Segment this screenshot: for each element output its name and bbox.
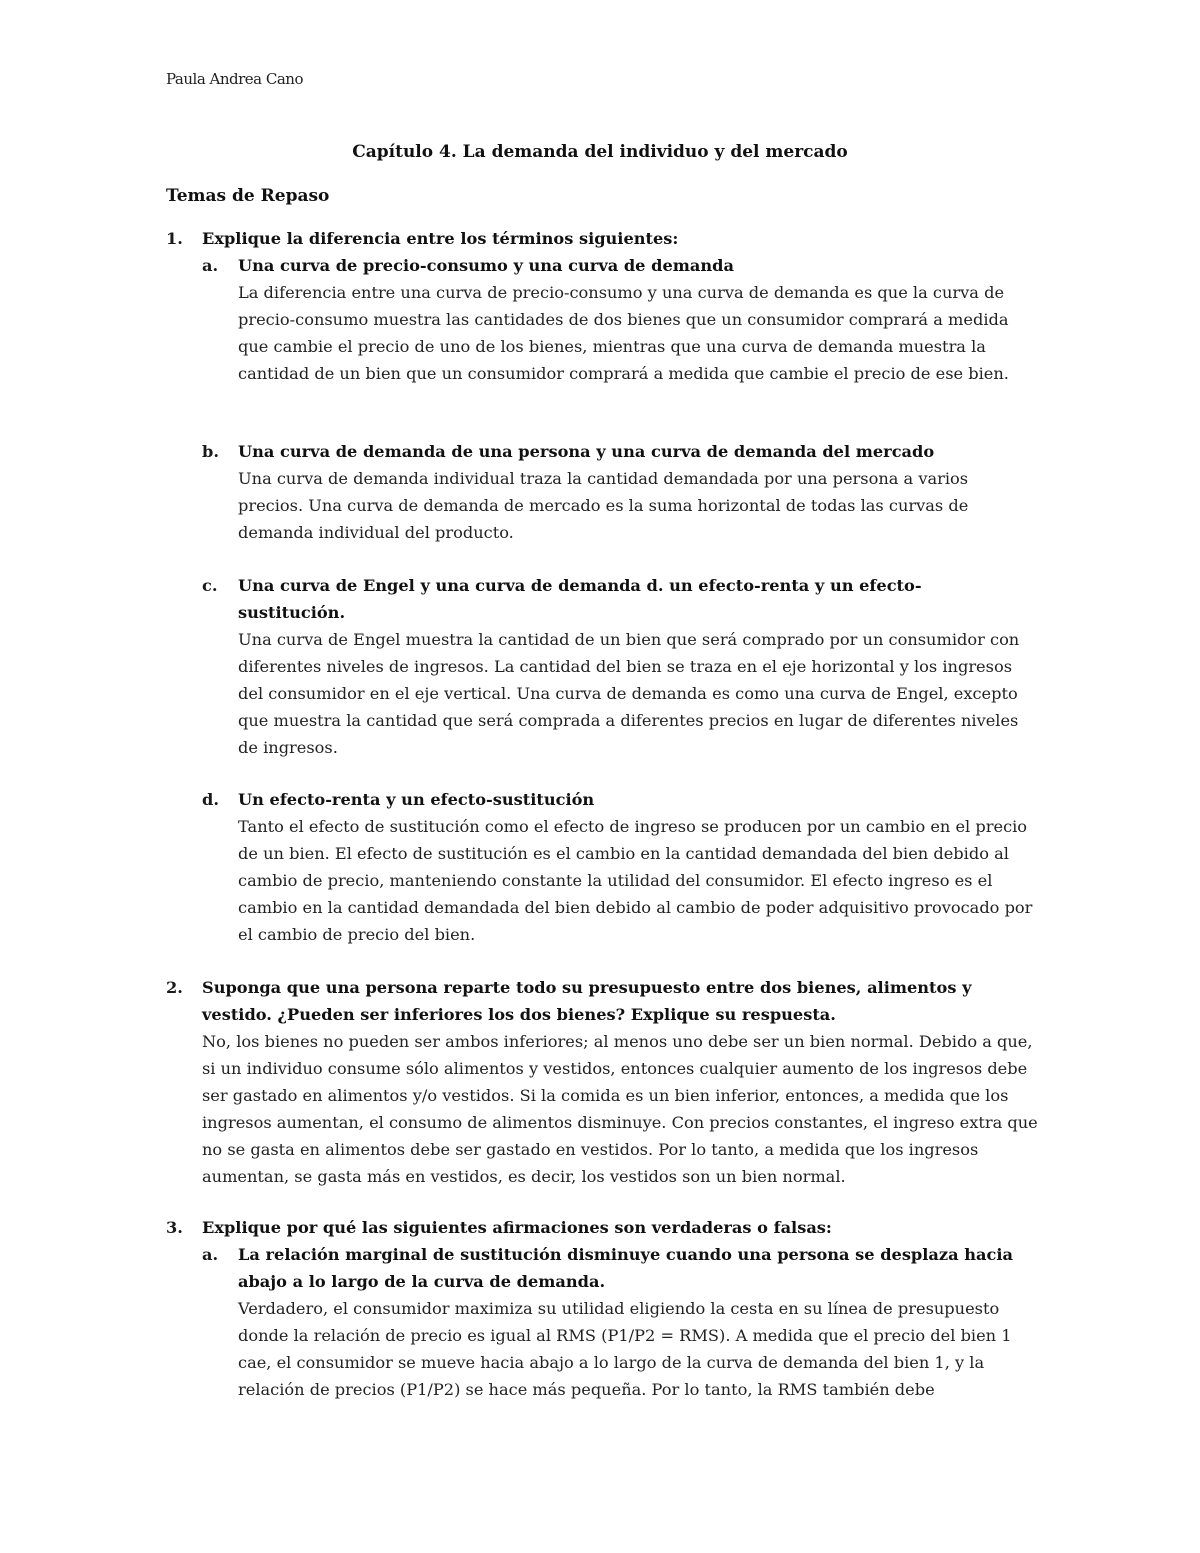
author-name: Paula Andrea Cano xyxy=(166,70,303,88)
question-2 xyxy=(166,974,1038,1190)
subitem-question: Un efecto-renta y un efecto-sustitución xyxy=(238,790,595,809)
question-text: Suponga que una persona reparte todo su presupuesto entre dos bienes, alimentos y vestido. ¿Pueden ser inferiores los dos bienes? Explique su respuesta. xyxy=(202,978,972,1024)
subitem-question: Una curva de demanda de una persona y una curva de demanda del mercado xyxy=(238,442,935,461)
question-1b xyxy=(202,438,1038,546)
subitem-letter: c. xyxy=(202,576,218,595)
question-3 xyxy=(166,1214,1042,1241)
subitem-answer: Una curva de demanda individual traza la cantidad demandada por una persona a varios precios. Una curva de demanda de mercado es la suma horizontal de todas las curvas de demanda individual del producto. xyxy=(238,469,969,542)
subitem-letter: a. xyxy=(202,256,219,275)
question-number: 3. xyxy=(166,1218,183,1237)
question-answer: No, los bienes no pueden ser ambos inferiores; al menos uno debe ser un bien normal. Debido a que, si un individuo consume sólo alimentos y vestidos, entonces cualquier aumento de los ingresos debe ser gastado en alimentos y/o vestidos. Si la comida es un bien inferior, entonces, a medida que los ingresos aumentan, el consumo de alimentos disminuye. Con precios constantes, el ingreso extra que no se gasta en alimentos debe ser gastado en vestidos. Por lo tanto, a medida que los ingresos aumentan, se gasta más en vestidos, es decir, los vestidos son un bien normal. xyxy=(202,1032,1038,1186)
subitem-answer: Verdadero, el consumidor maximiza su utilidad eligiendo la cesta en su línea de presupuesto donde la relación de precio es igual al RMS (P1/P2 = RMS). A medida que el precio del bien 1 cae, el consumidor se mueve hacia abajo a lo largo de la curva de demanda del bien 1, y la relación de precios (P1/P2) se hace más pequeña. Por lo tanto, la RMS también debe xyxy=(238,1299,1012,1399)
subitem-question: La relación marginal de sustitución disminuye cuando una persona se desplaza hacia abajo a lo largo de la curva de demanda. xyxy=(238,1245,1013,1291)
question-number: 1. xyxy=(166,229,183,248)
question-1c xyxy=(202,572,1020,761)
subitem-letter: d. xyxy=(202,790,219,809)
question-number: 2. xyxy=(166,978,183,997)
question-text: Explique por qué las siguientes afirmaciones son verdaderas o falsas: xyxy=(202,1218,832,1237)
question-1d xyxy=(202,786,1038,948)
question-3a xyxy=(202,1241,1038,1403)
question-1a xyxy=(202,252,1038,387)
subitem-question: Una curva de precio-consumo y una curva de demanda xyxy=(238,256,734,275)
subitem-letter: b. xyxy=(202,442,219,461)
chapter-title: Capítulo 4. La demanda del individuo y del mercado xyxy=(352,142,848,162)
section-heading: Temas de Repaso xyxy=(166,186,330,206)
question-1 xyxy=(166,225,1042,252)
subitem-answer: La diferencia entre una curva de precio-consumo y una curva de demanda es que la curva de precio-consumo muestra las cantidades de dos bienes que un consumidor comprará a medida que cambie el precio de uno de los bienes, mientras que una curva de demanda muestra la cantidad de un bien que un consumidor comprará a medida que cambie el precio de ese bien. xyxy=(238,283,1009,383)
subitem-letter: a. xyxy=(202,1245,219,1264)
subitem-answer: Una curva de Engel muestra la cantidad de un bien que será comprado por un consumidor con diferentes niveles de ingresos. La cantidad del bien se traza en el eje horizontal y los ingresos del consumidor en el eje vertical. Una curva de demanda es como una curva de Engel, excepto que muestra la cantidad que será comprada a diferentes precios en lugar de diferentes niveles de ingresos. xyxy=(238,630,1020,757)
subitem-answer: Tanto el efecto de sustitución como el efecto de ingreso se producen por un cambio en el precio de un bien. El efecto de sustitución es el cambio en la cantidad demandada del bien debido al cambio de precio, manteniendo constante la utilidad del consumidor. El efecto ingreso es el cambio en la cantidad demandada del bien debido al cambio de poder adquisitivo provocado por el cambio de precio del bien. xyxy=(238,817,1033,944)
question-text: Explique la diferencia entre los términos siguientes: xyxy=(202,229,679,248)
subitem-question: Una curva de Engel y una curva de demanda d. un efecto-renta y un efecto-sustitución. xyxy=(238,576,922,622)
